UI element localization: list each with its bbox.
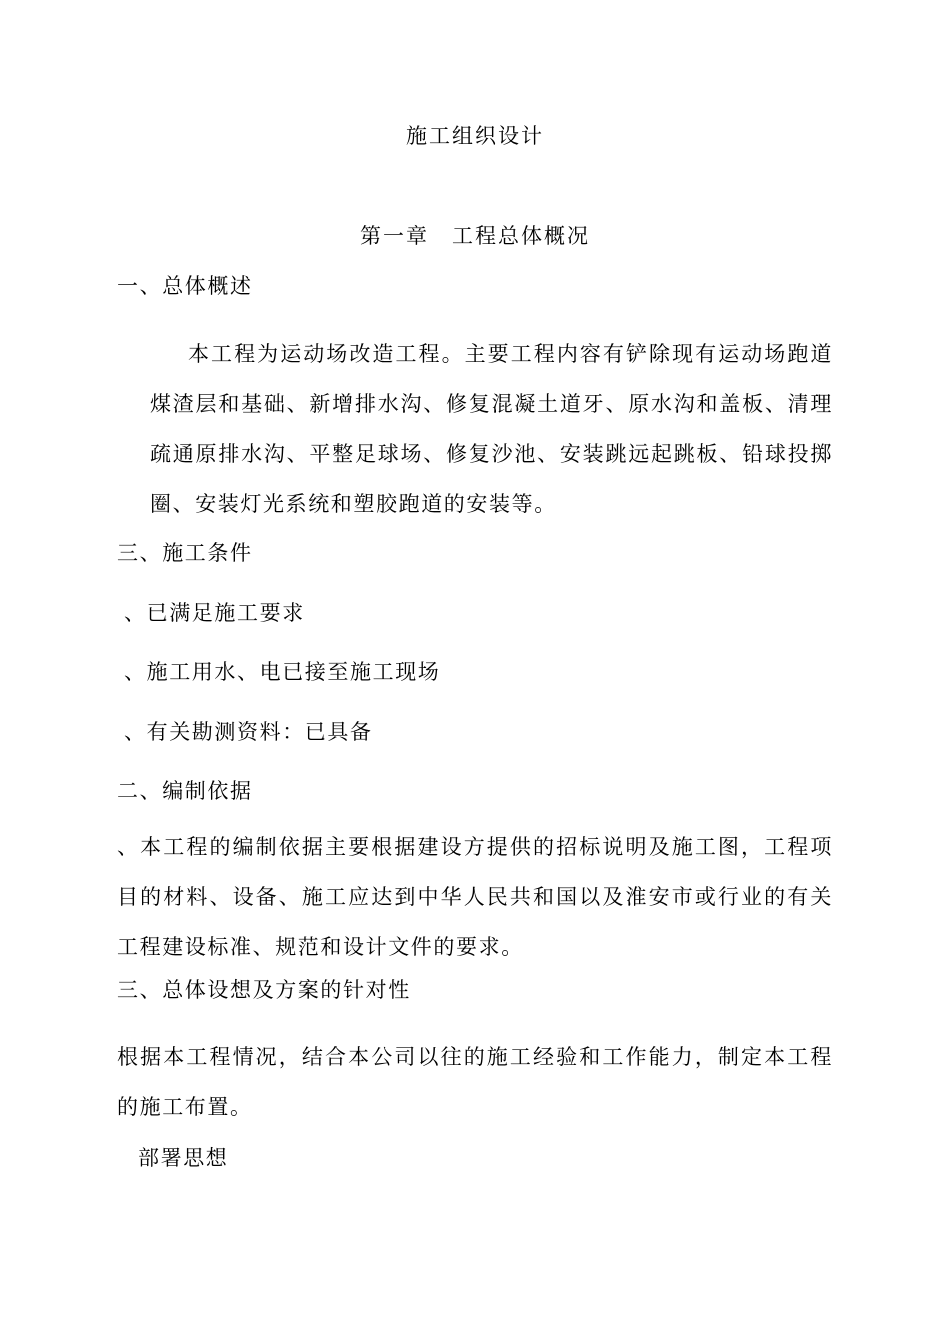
condition-item-1: 、已满足施工要求 xyxy=(124,601,305,625)
subheading-deployment: 部署思想 xyxy=(138,1146,229,1170)
section-heading-conditions: 三、施工条件 xyxy=(117,541,253,565)
concept-paragraph: 根据本工程情况，结合本公司以往的施工经验和工作能力，制定本工程的施工布置。 xyxy=(117,1045,833,1119)
section-heading-basis: 二、编制依据 xyxy=(117,779,253,803)
section-heading-overview: 一、总体概述 xyxy=(117,274,253,298)
condition-item-2: 、施工用水、电已接至施工现场 xyxy=(124,660,441,684)
condition-item-3: 、有关勘测资料：已具备 xyxy=(124,720,373,744)
overview-paragraph: 本工程为运动场改造工程。主要工程内容有铲除现有运动场跑道煤渣层和基础、新增排水沟、修复混凝土道牙、原水沟和盖板、清理疏通原排水沟、平整足球场、修复沙池、安装跳远起跳板、铅球投掷圈、安装灯光系统和塑胶跑道的安装等。 xyxy=(150,342,833,516)
document-title: 施工组织设计 xyxy=(406,124,544,148)
chapter-heading: 第一章 工程总体概况 xyxy=(360,224,590,248)
basis-paragraph: 、本工程的编制依据主要根据建设方提供的招标说明及施工图，工程项目的材料、设备、施工应达到中华人民共和国以及淮安市或行业的有关工程建设标准、规范和设计文件的要求。 xyxy=(117,835,833,959)
section-heading-concept: 三、总体设想及方案的针对性 xyxy=(117,978,411,1002)
